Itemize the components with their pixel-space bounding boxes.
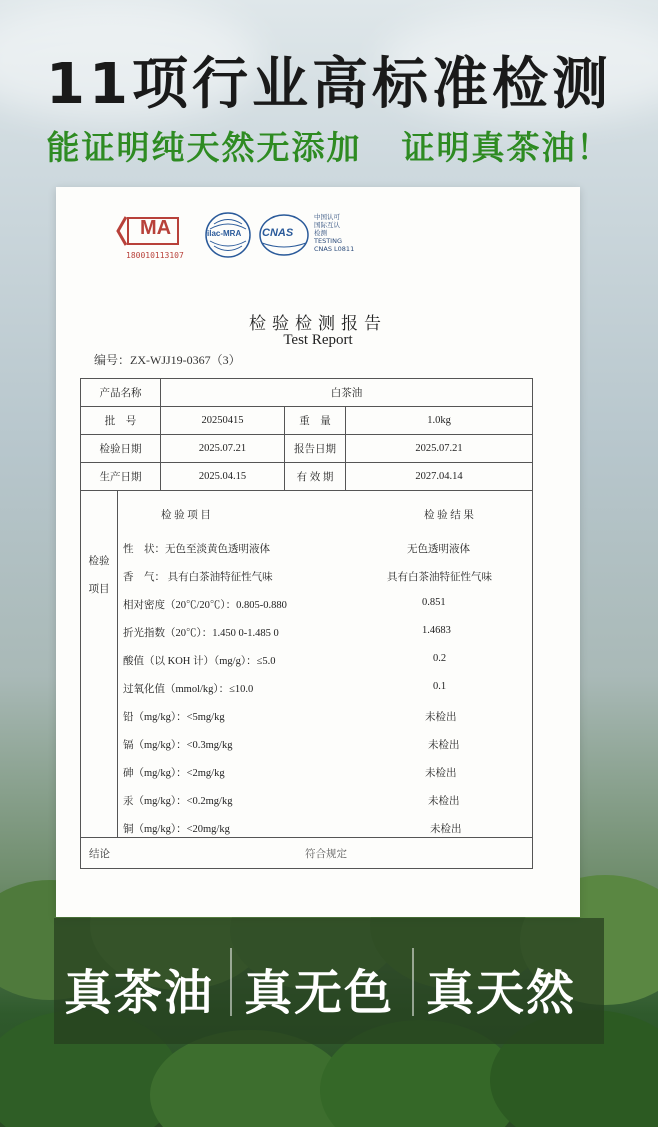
test-item-row: 过氧化值（mmol/kg）：≤10.0 0.1: [123, 681, 447, 695]
product-name-value: 白茶油: [161, 379, 533, 407]
test-items-header: [123, 507, 523, 527]
weight-label: 重 量: [285, 407, 346, 435]
test-item-row: 砷（mg/kg）：<2mg/kg 未检出: [123, 768, 457, 779]
expiry-value: 2027.04.14: [346, 463, 533, 491]
test-date-label: 检验日期: [81, 435, 161, 463]
report-date-label: 报告日期: [285, 435, 346, 463]
slogan-banner: [54, 918, 604, 1044]
product-name-label: 产品名称: [81, 379, 161, 407]
test-item-row: 镉（mg/kg）：<0.3mg/kg 未检出: [123, 740, 460, 751]
test-report-document: [56, 187, 580, 917]
test-item-row: 酸值（以 KOH 计）（mg/g）：≤5.0 0.2: [123, 653, 447, 667]
report-number: 编号：ZX-WJJ19-0367（3）: [94, 353, 241, 367]
table-row: [81, 379, 533, 407]
divider: [230, 948, 232, 1016]
test-date-value: 2025.07.21: [161, 435, 285, 463]
test-item-row: 香 气： 具有白茶油特征性气味 具有白茶油特征性气味: [123, 572, 492, 583]
report-title: 检验检测报告: [249, 314, 387, 334]
certification-logos: [116, 207, 436, 267]
cma-number: 180010113107: [126, 251, 184, 260]
slogan-real-colorless: 真无色: [244, 965, 395, 1021]
cma-logo-text: MA: [140, 217, 172, 239]
ilac-mra-text: ilac-MRA: [207, 229, 242, 238]
cnas-caption: 中国认可 国际互认 检测 TESTING CNAS L0811: [314, 213, 355, 253]
batch-value: 20250415: [161, 407, 285, 435]
table-row: [81, 463, 533, 491]
test-item-row: 铜（mg/kg）：<20mg/kg 未检出: [123, 824, 462, 835]
test-item-row: 汞（mg/kg）：<0.2mg/kg 未检出: [123, 796, 460, 807]
production-date-label: 生产日期: [81, 463, 161, 491]
test-item-row: 相对密度（20℃/20℃）：0.805-0.880 0.851: [123, 597, 446, 611]
table-row: [81, 407, 533, 435]
subline-right: 证明真茶油！: [401, 128, 612, 167]
batch-label: 批 号: [81, 407, 161, 435]
test-items-label: 检验 项目: [81, 491, 118, 837]
report-subtitle: Test Report: [283, 332, 353, 348]
test-item-row: 铅（mg/kg）：<5mg/kg 未检出: [123, 712, 457, 723]
headline: 11项行业高标准检测: [46, 52, 612, 117]
test-result-header: 检 验 结 果: [424, 510, 474, 521]
production-date-value: 2025.04.15: [161, 463, 285, 491]
divider: [412, 948, 414, 1016]
table-row: [81, 435, 533, 463]
weight-value: 1.0kg: [346, 407, 533, 435]
expiry-label: 有 效 期: [285, 463, 346, 491]
report-date-value: 2025.07.21: [346, 435, 533, 463]
cnas-text: CNAS: [262, 227, 294, 239]
test-item-row: 性 状：无色至淡黄色透明液体 无色透明液体: [123, 544, 470, 555]
conclusion-value: 符合规定: [305, 849, 347, 860]
test-item-row: 折光指数（20℃）：1.450 0-1.485 0 1.4683: [123, 625, 451, 639]
slogan-real-natural: 真天然: [426, 965, 577, 1021]
conclusion-label: 结论: [89, 849, 110, 860]
test-item-header: 检 验 项 目: [161, 510, 211, 521]
slogan-real-tea-oil: 真茶油: [64, 965, 215, 1021]
test-items-section: [80, 491, 533, 838]
report-info-table: [80, 378, 533, 491]
subline: [0, 122, 658, 169]
subline-left: 能证明纯天然无添加: [46, 128, 362, 167]
conclusion-row: [80, 837, 533, 869]
